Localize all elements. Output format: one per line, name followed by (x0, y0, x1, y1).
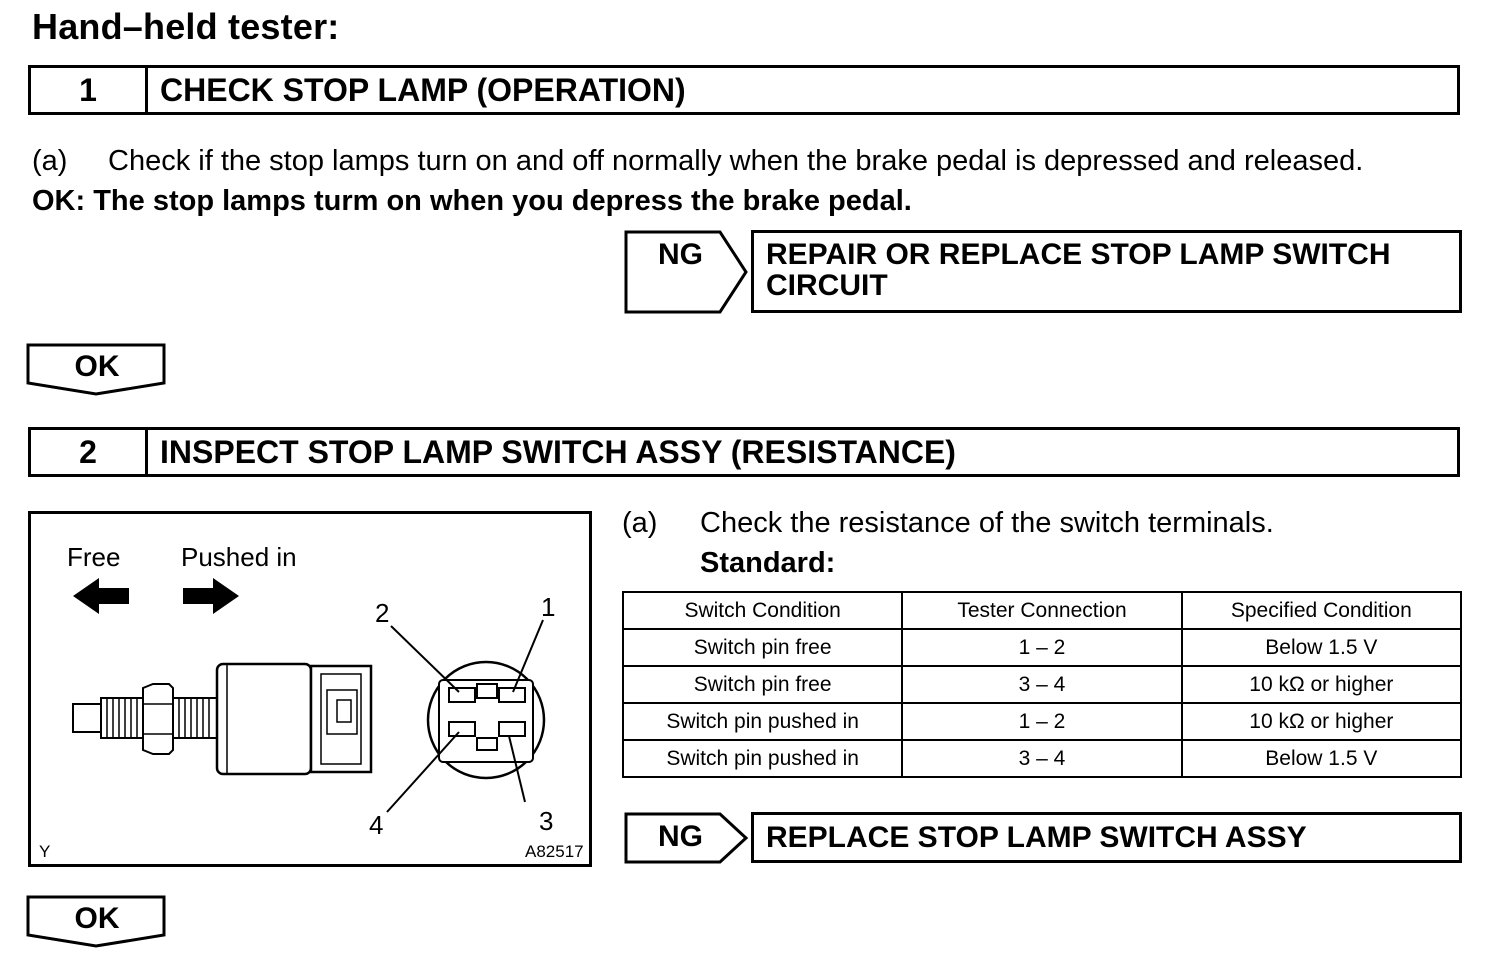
table-row (623, 740, 1461, 777)
table-row (623, 703, 1461, 740)
step-2-header (28, 427, 1460, 477)
table-cell: Switch pin free (623, 666, 902, 703)
table-cell: Switch pin pushed in (623, 703, 902, 740)
table-cell: 10 kΩ or higher (1182, 703, 1461, 740)
table-cell: Switch pin pushed in (623, 740, 902, 777)
table-cell: Switch pin free (623, 629, 902, 666)
pin-1-label: 1 (541, 592, 556, 622)
step-1-ng-result (751, 230, 1462, 313)
table-header-cell: Tester Connection (902, 592, 1181, 629)
pin-3-label: 3 (539, 806, 554, 836)
resistance-spec-table (622, 591, 1462, 778)
step-1-ok-criteria: OK: The stop lamps turm on when you depress the brake pedal. (32, 185, 912, 217)
figure-corner-label: Y (39, 842, 51, 861)
table-row (623, 666, 1461, 703)
right-arrow-icon (183, 578, 239, 614)
figure-code: A82517 (525, 842, 584, 861)
step-2-a-label: (a) (622, 507, 658, 539)
step-1-number: 1 (31, 68, 148, 112)
table-header-cell: Switch Condition (623, 592, 902, 629)
table-cell: 10 kΩ or higher (1182, 666, 1461, 703)
step-1-ok-label: OK (74, 350, 120, 383)
table-cell: Below 1.5 V (1182, 629, 1461, 666)
standard-label: Standard: (700, 547, 836, 579)
step-2-title: INSPECT STOP LAMP SWITCH ASSY (RESISTANCE) (160, 433, 956, 470)
step-2-ok-label: OK (74, 902, 120, 935)
table-cell: 1 – 2 (902, 629, 1181, 666)
pin-2-label: 2 (375, 598, 390, 628)
page-title: Hand–held tester: (32, 6, 340, 47)
table-header-row (623, 592, 1461, 629)
switch-figure (28, 511, 592, 867)
step-1-title: CHECK STOP LAMP (OPERATION) (160, 71, 686, 108)
pushed-in-label: Pushed in (181, 542, 297, 572)
table-cell: 3 – 4 (902, 666, 1181, 703)
step-2-ng-result (751, 812, 1462, 863)
step-2-ng-text: REPLACE STOP LAMP SWITCH ASSY (766, 820, 1307, 854)
step-2-a-text: Check the resistance of the switch terminals. (700, 507, 1274, 539)
table-cell: 3 – 4 (902, 740, 1181, 777)
step-1-ng-text-line2: CIRCUIT (766, 269, 888, 302)
step-1-ng-text-line1: REPAIR OR REPLACE STOP LAMP SWITCH (766, 238, 1391, 271)
table-cell: 1 – 2 (902, 703, 1181, 740)
free-label: Free (67, 542, 121, 572)
step-2-ng-label: NG (658, 820, 703, 853)
step-1-header (28, 65, 1460, 115)
table-cell: Below 1.5 V (1182, 740, 1461, 777)
step-1-ng-label: NG (658, 238, 703, 271)
table-header-cell: Specified Condition (1182, 592, 1461, 629)
step-1-a-label: (a) (32, 145, 68, 177)
pin-4-label: 4 (369, 810, 384, 840)
step-2-number: 2 (31, 430, 148, 474)
table-row (623, 629, 1461, 666)
step-1-a-text: Check if the stop lamps turn on and off normally when the brake pedal is depressed and released. (108, 145, 1364, 177)
left-arrow-icon (73, 578, 129, 614)
